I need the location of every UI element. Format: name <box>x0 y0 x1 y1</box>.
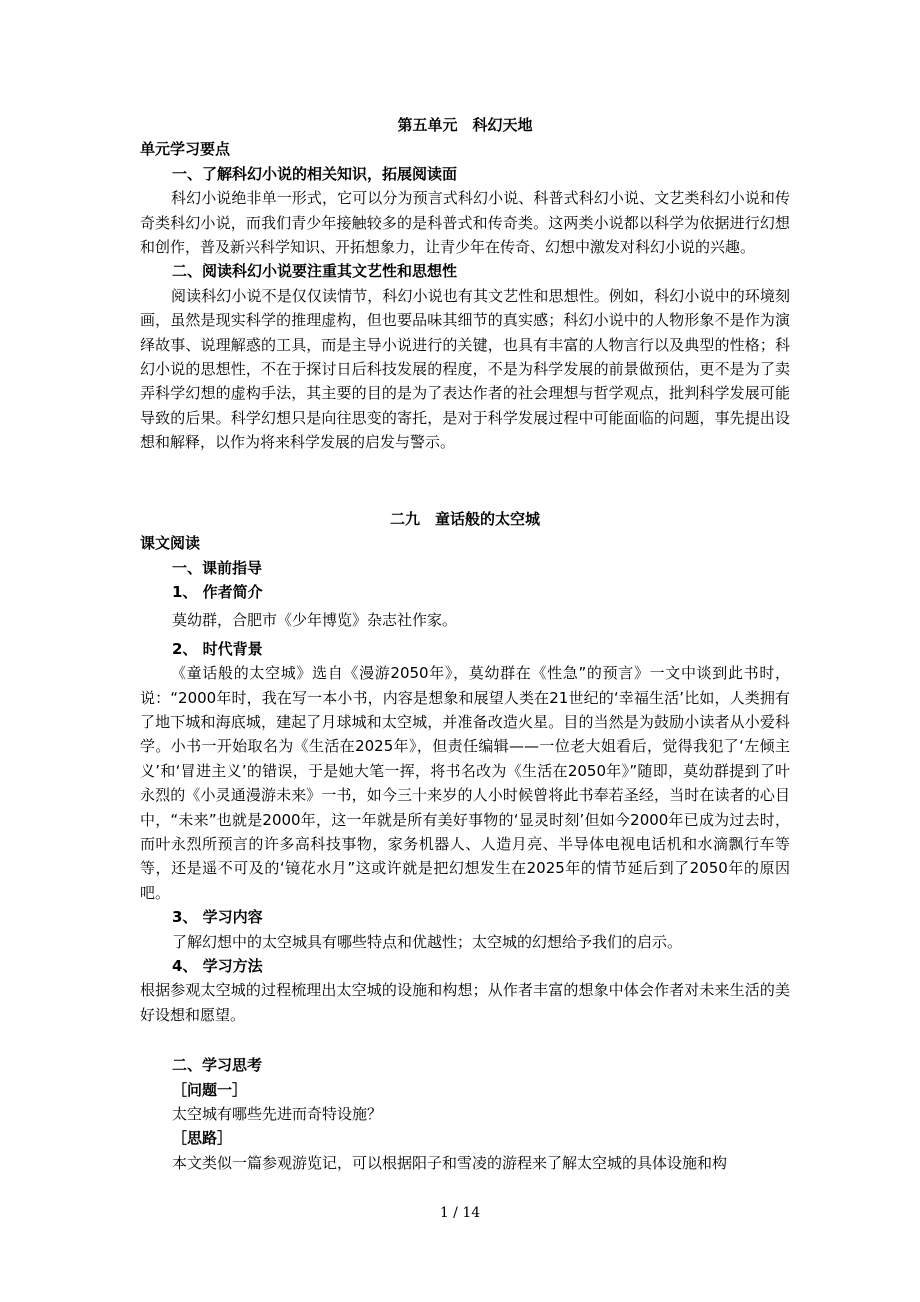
item3-body: 了解幻想中的太空城具有哪些特点和优越性；太空城的幻想给予我们的启示。 <box>172 932 683 951</box>
unit-point1-heading: 一、了解科幻小说的相关知识，拓展阅读面 <box>172 164 458 183</box>
item4-heading: 4、 学习方法 <box>172 957 263 975</box>
part1-heading: 一、课前指导 <box>172 558 263 577</box>
page-content <box>140 113 790 1175</box>
unit-point2-heading: 二、阅读科幻小说要注重其文艺性和思想性 <box>172 262 458 281</box>
unit-title: 第五单元 科幻天地 <box>397 116 533 134</box>
question-text: 太空城有哪些先进而奇特设施？ <box>172 1105 383 1124</box>
unit-point1-body: 科幻小说绝非单一形式，它可以分为预言式科幻小说、科普式科幻小说、文艺类科幻小说和传奇类科幻小说，而我们青少年接触较多的是科普式和传奇类。这两类小说都以科学为依据进行幻想和创作，普及新兴科学知识、开拓想象力，让青少年在传奇、幻想中激发对科幻小说的兴趣。 <box>140 189 790 257</box>
item4-body: 根据参观太空城的过程梳理出太空城的设施和构想；从作者丰富的想象中体会作者对未来生活的美好设想和愿望。 <box>140 981 790 1024</box>
lesson-title: 二九 童话般的太空城 <box>389 509 540 528</box>
unit-point2-body: 阅读科幻小说不是仅仅读情节，科幻小说也有其文艺性和思想性。例如，科幻小说中的环境刻画，虽然是现实科学的推理虚构，但也要品味其细节的真实感；科幻小说中的人物形象不是作为演绎故事、说理解惑的工具，而是主导小说进行的关键，也具有丰富的人物言行以及典型的性格；科幻小说的思想性，不在于探讨日后科技发展的程度，不是为科学发展的前景做预估，更不是为了卖弄科学幻想的虚构手法，其主要的目的是为了表达作者的社会理想与哲学观点，批判科学发展可能导致的后果。科学幻想只是向往思变的寄托，是对于科学发展过程中可能面临的问题，事先提出设想和解释，以作为将来科学发展的启发与警示。 <box>140 286 790 452</box>
question-label: ［问题一］ <box>172 1080 248 1099</box>
idea-label: ［思路］ <box>172 1129 233 1148</box>
item1-body: 莫幼群，合肥市《少年博览》杂志社作家。 <box>172 611 458 630</box>
item3-heading: 3、 学习内容 <box>172 908 263 927</box>
part2-heading: 二、学习思考 <box>172 1056 263 1075</box>
lesson-section-label: 课文阅读 <box>140 534 201 553</box>
idea-text: 本文类似一篇参观游览记，可以根据阳子和雪凌的游程来了解太空城的具体设施和构 <box>172 1153 728 1172</box>
unit-section-label: 单元学习要点 <box>140 140 231 159</box>
item1-heading: 1、 作者简介 <box>172 582 263 601</box>
page-number: 1 / 14 <box>439 1205 481 1221</box>
item2-heading: 2、 时代背景 <box>172 639 263 658</box>
item2-body: 《童话般的太空城》选自《漫游2050年》，莫幼群在《性急”的预言》一文中谈到此书时，说：“2000年时，我在写一本小书，内容是想象和展望人类在21世纪的‘幸福生活’比如，人类拥有了地下城和海底城，建起了月球城和太空城，并准备改造火星。目的当然是为鼓励小读者从小爱科学。小书一开始取名为《生活在2025年》，但责任编辑——一位老大姐看后，觉得我犯了‘左倾主义’和‘冒进主义’的错误，于是她大笔一挥，将书名改为《生活在2050年》”随即，莫幼群提到了叶永烈的《小灵通漫游未来》一书，如今三十来岁的人小时候曾将此书奉若圣经，当时在读者的心目中，“未来”也就是2000年，这一年就是所有美好事物的‘显灵时刻’但如今2000年已成为过去时，而叶永烈所预言的许多高科技事物，家务机器人、人造月亮、半导体电视电话机和水滴飘行车等等，还是遥不可及的‘镜花水月”这或许就是把幻想发生在2025年的情节延后到了2050年的原因吧。 <box>140 664 790 902</box>
